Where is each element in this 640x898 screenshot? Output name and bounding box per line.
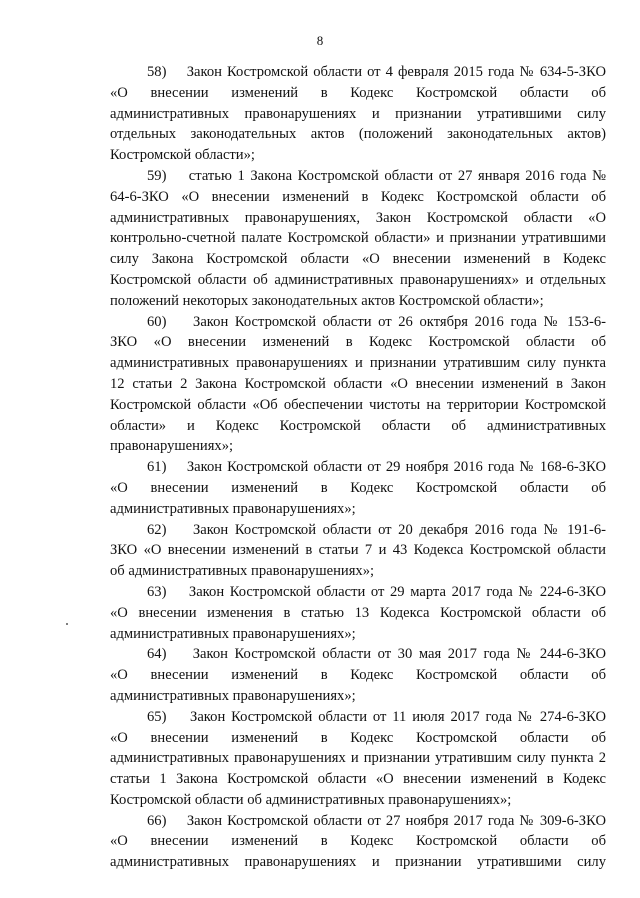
text-line: ЗКО «О внесении изменений в статьи 7 и 43 Кодекса Костромской области <box>110 542 606 559</box>
text-line: 65) Закон Костромской области от 11 июля 2017 года № 274-6-ЗКО <box>147 708 606 725</box>
text-line: Костромской области»; <box>110 147 255 164</box>
list-item <box>110 457 606 519</box>
document-body <box>110 62 606 873</box>
text-line: административных правонарушениях и признании утратившим силу пункта 2 <box>110 750 606 767</box>
list-item <box>110 62 606 166</box>
text-line: «О внесении изменений в Кодекс Костромской области об <box>110 833 606 850</box>
text-line: отдельных законодательных актов (положений законодательных актов) <box>110 126 606 143</box>
text-line: 66) Закон Костромской области от 27 ноября 2017 года № 309-6-ЗКО <box>147 812 606 829</box>
text-line: положений некоторых законодательных актов Костромской области»; <box>110 292 544 309</box>
text-line: административных правонарушениях и признании утратившими силу <box>110 105 606 122</box>
text-line: 64) Закон Костромской области от 30 мая 2017 года № 244-6-ЗКО <box>147 646 606 663</box>
text-line: «О внесении изменений в Кодекс Костромской области об <box>110 479 606 496</box>
text-line: административных правонарушениях»; <box>110 500 356 517</box>
text-line: административных правонарушениях и признании утратившим силу пункта <box>110 355 606 372</box>
list-item <box>110 707 606 811</box>
list-item <box>110 811 606 873</box>
text-line: «О внесении изменений в Кодекс Костромской области об <box>110 667 606 684</box>
text-line: Костромской области «Об обеспечении чистоты на территории Костромской <box>110 396 606 413</box>
text-line: административных правонарушениях»; <box>110 687 356 704</box>
text-line: административных правонарушениях»; <box>110 625 356 642</box>
text-line: 12 статьи 2 Закона Костромской области «О внесении изменений в Закон <box>110 375 606 392</box>
list-item <box>110 644 606 706</box>
text-line: 63) Закон Костромской области от 29 марта 2017 года № 224-6-ЗКО <box>147 583 606 600</box>
text-line: ЗКО «О внесении изменений в Кодекс Костромской области об <box>110 334 606 351</box>
text-line: Костромской области об административных правонарушениях» и отдельных <box>110 271 606 288</box>
text-line: контрольно-счетной палате Костромской области» и признании утратившими <box>110 230 606 247</box>
text-line: «О внесении изменения в статью 13 Кодекса Костромской области об <box>110 604 606 621</box>
text-line: административных правонарушениях, Закон Костромской области «О <box>110 209 606 226</box>
scan-speck <box>66 623 68 625</box>
text-line: 59) статью 1 Закона Костромской области от 27 января 2016 года № <box>147 167 606 184</box>
text-line: 60) Закон Костромской области от 26 октября 2016 года № 153-6- <box>147 313 606 330</box>
list-item <box>110 166 606 312</box>
text-line: об административных правонарушениях»; <box>110 563 375 580</box>
text-line: «О внесении изменений в Кодекс Костромской области об <box>110 84 606 101</box>
text-line: «О внесении изменений в Кодекс Костромской области об <box>110 729 606 746</box>
text-line: силу Закона Костромской области «О внесении изменений в Кодекс <box>110 251 606 268</box>
list-item <box>110 582 606 644</box>
text-line: 61) Закон Костромской области от 29 ноября 2016 года № 168-6-ЗКО <box>147 459 606 476</box>
list-item <box>110 520 606 582</box>
text-line: административных правонарушениях и признании утратившими силу <box>110 854 606 871</box>
page-number: 8 <box>316 33 324 48</box>
text-line: статьи 1 Закона Костромской области «О внесении изменений в Кодекс <box>110 771 606 788</box>
text-line: Костромской области об административных правонарушениях»; <box>110 791 512 808</box>
text-line: 62) Закон Костромской области от 20 декабря 2016 года № 191-6- <box>147 521 606 538</box>
text-line: области» и Кодекс Костромской области об административных <box>110 417 606 434</box>
text-line: 58) Закон Костромской области от 4 февраля 2015 года № 634-5-ЗКО <box>147 64 606 80</box>
list-item <box>110 312 606 458</box>
text-line: 64-6-ЗКО «О внесении изменений в Кодекс Костромской области об <box>110 188 606 205</box>
text-line: правонарушениях»; <box>110 438 234 455</box>
